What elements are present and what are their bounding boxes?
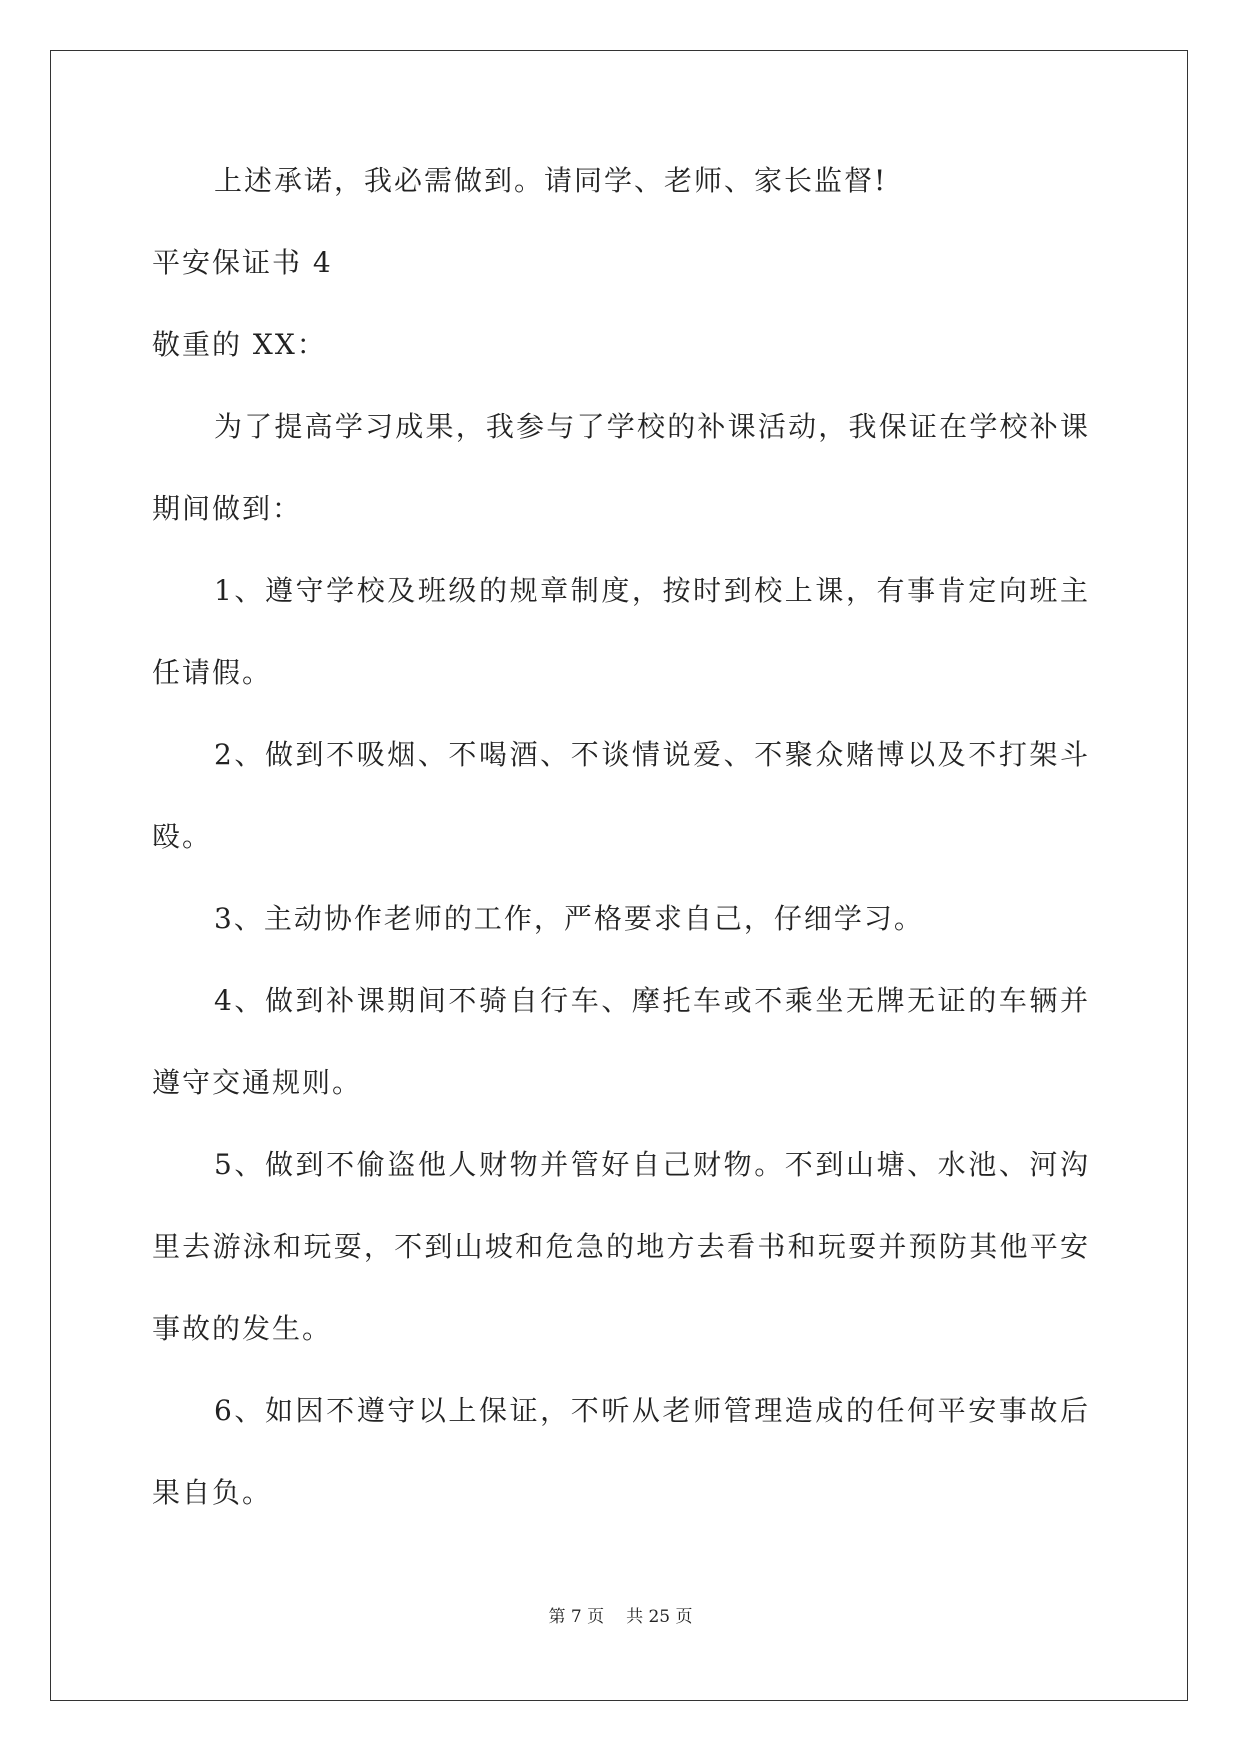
- list-item-5: 5、做到不偷盗他人财物并管好自己财物。不到山塘、水池、河沟里去游泳和玩耍，不到山坡和危急的地方去看书和玩耍并预防其他平安事故的发生。: [152, 1148, 1090, 1345]
- salutation: 敬重的 XX：: [152, 328, 327, 361]
- list-item-6: 6、如因不遵守以上保证，不听从老师管理造成的任何平安事故后果自负。: [152, 1394, 1090, 1509]
- paragraph-intro: 为了提高学习成果，我参与了学校的补课活动，我保证在学校补课期间做到：: [152, 410, 1090, 525]
- list-item-3: 3、主动协作老师的工作，严格要求自己，仔细学习。: [214, 902, 924, 935]
- document-body: [152, 162, 1090, 1534]
- paragraph-closing-promise: 上述承诺，我必需做到。请同学、老师、家长监督!: [214, 164, 888, 197]
- list-item-1: 1、遵守学校及班级的规章制度，按时到校上课，有事肯定向班主任请假。: [152, 574, 1090, 689]
- page-total: 共 25 页: [626, 1607, 693, 1627]
- page-footer: [0, 1602, 1241, 1627]
- page-number: 第 7 页: [548, 1607, 605, 1627]
- list-item-2: 2、做到不吸烟、不喝酒、不谈情说爱、不聚众赌博以及不打架斗殴。: [152, 738, 1090, 853]
- section-title: 平安保证书 4: [152, 246, 333, 279]
- list-item-4: 4、做到补课期间不骑自行车、摩托车或不乘坐无牌无证的车辆并遵守交通规则。: [152, 984, 1090, 1099]
